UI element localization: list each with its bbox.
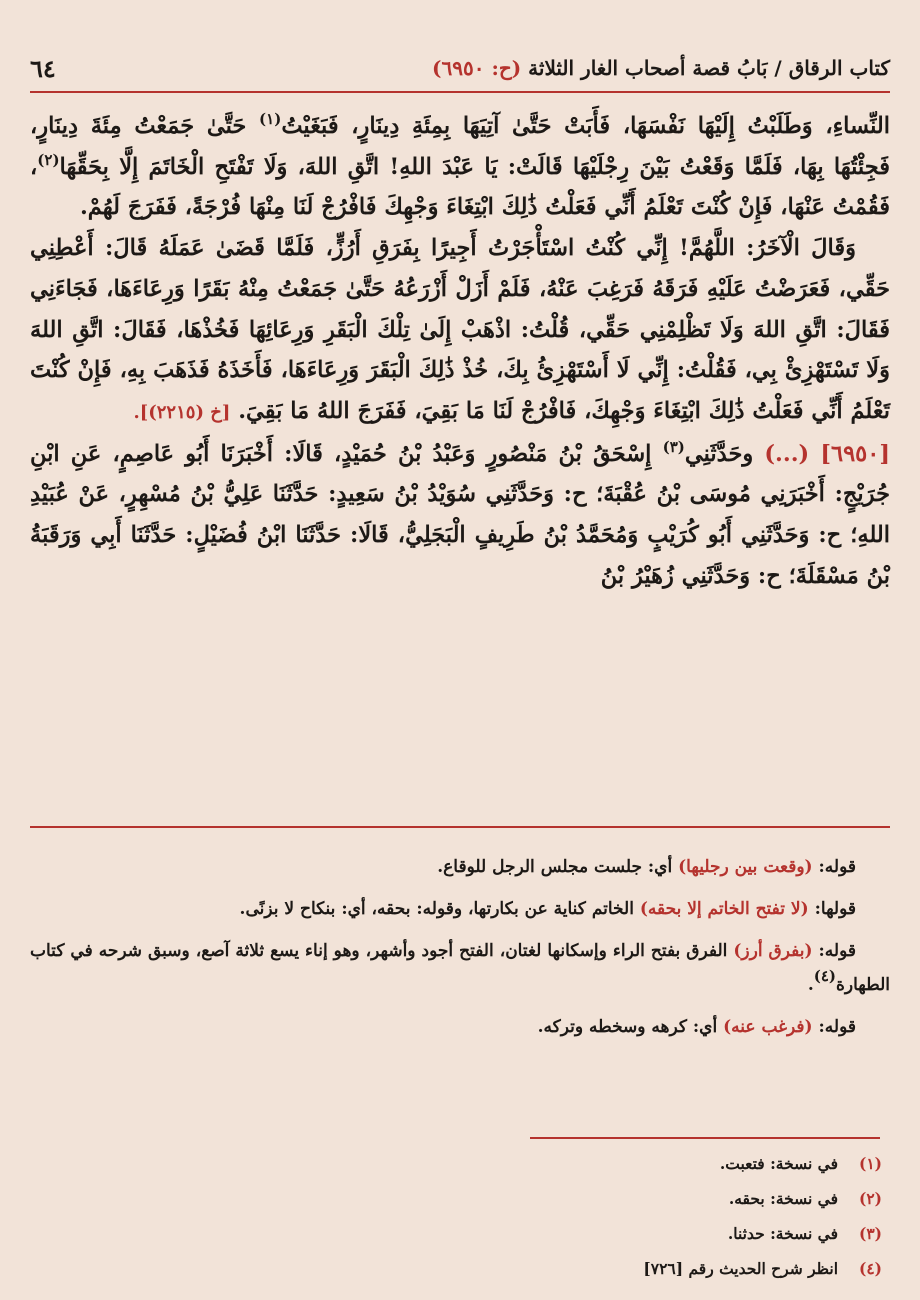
text-run: حَتَّىٰ جَمَعْتُ مِئَةَ دِينَارٍ، فَجِئْتُهَا بِهَا، فَلَمَّا وَقَعْتُ بَيْنَ رِجْلَيْهَا قَالَتْ: يَا عَبْدَ اللهِ! اتَّقِ اللهَ، وَلَا تَفْتَحِ الْخَاتَمَ إِلَّا بِحَقِّهَا	[30, 113, 890, 180]
footnote-text: في نسخة: بحقه.	[728, 1189, 838, 1208]
page-header	[30, 48, 890, 88]
note-text: الخاتم كناية عن بكارتها، وقوله: بحقه، أي: بنكاح لا بزنًى.	[239, 899, 634, 919]
note-lead: قوله:	[818, 857, 856, 877]
note-term: (فرغب عنه)	[723, 1017, 813, 1037]
note-text: أي: جلست مجلس الرجل للوقاع.	[437, 857, 673, 877]
footnotes	[30, 1146, 882, 1286]
footnote-marker: (٢)	[37, 150, 60, 169]
footnote-number: (٣)	[858, 1224, 882, 1243]
footnote-number: (٢)	[858, 1189, 882, 1208]
hadith-text	[30, 106, 890, 596]
footnote-marker: (٤)	[813, 967, 837, 985]
note-lead: قوله:	[818, 941, 856, 961]
note-text: .	[807, 975, 814, 995]
footnote-text: في نسخة: حدثنا.	[727, 1224, 838, 1243]
commentary-divider	[30, 826, 890, 828]
footnote-text: في نسخة: فتعبت.	[719, 1154, 838, 1173]
footnote-divider	[530, 1137, 880, 1139]
commentary	[30, 850, 890, 1052]
note-lead: قوله:	[818, 1017, 856, 1037]
running-title	[432, 56, 890, 80]
commentary-note	[30, 934, 890, 1002]
text-run: ، فَقُمْتُ عَنْهَا، فَإِنْ كُنْتَ تَعْلَمُ أَنِّي فَعَلْتُ ذَٰلِكَ ابْتِغَاءَ وَجْهِكَ فَافْرُجْ لَنَا مِنْهَا فُرْجَةً، فَفَرَجَ لَهُمْ.	[30, 153, 890, 221]
paragraph-second	[30, 228, 890, 434]
text-run: النِّساءِ، وَطَلَبْتُ إِلَيْهَا نَفْسَهَا، فَأَبَتْ حَتَّىٰ آتِيَهَا بِمِئَةِ دِينَارٍ، فَبَغَيْتُ	[281, 113, 890, 139]
header-divider	[30, 91, 890, 93]
paragraph-first	[30, 106, 890, 228]
text-run: وحَدَّثَنِي	[684, 440, 754, 467]
hadith-reference: (ح: ٦٩٥٠)	[432, 56, 522, 80]
footnote	[30, 1216, 882, 1251]
commentary-note	[30, 850, 890, 884]
footnote-number: (٤)	[858, 1259, 882, 1278]
text-run: إِسْحَقُ بْنُ مَنْصُورٍ وَعَبْدُ بْنُ حُمَيْدٍ، قَالَا: أَخْبَرَنَا أَبُو عَاصِمٍ، عَنِ ابْنِ جُرَيْجٍ: أَخْبَرَنِي مُوسَى بْنُ عُقْبَةَ؛ ح: وَحَدَّثَنِي سُوَيْدُ بْنُ سَعِيدٍ: حَدَّثَنَا عَلِيُّ بْنُ مُسْهِرٍ، عَنْ عُبَيْدِ اللهِ؛ ح: وَحَدَّثَنِي أَبُو كُرَيْبٍ وَمُحَمَّدُ بْنُ طَرِيفٍ الْبَجَلِيُّ، قَالَا: حَدَّثَنَا ابْنُ فُضَيْلٍ: حَدَّثَنَا أَبِي وَرَقَبَةُ بْنُ مَسْقَلَةَ؛ ح: وَحَدَّثَنِي زُهَيْرُ بْنُ	[30, 440, 890, 589]
note-term: (لا تفتح الخاتم إلا بحقه)	[639, 899, 809, 919]
note-term: (بفرق أرز)	[733, 941, 813, 961]
footnote-text: انظر شرح الحديث رقم [٧٢٦]	[643, 1259, 838, 1278]
text-run: وَقَالَ الْآخَرُ: اللَّهُمَّ! إِنِّي كُنْتُ اسْتَأْجَرْتُ أَجِيرًا بِفَرَقِ أَرُزٍّ، فَلَمَّا قَضَىٰ عَمَلَهُ قَالَ: أَعْطِنِي حَقِّي، فَعَرَضْتُ عَلَيْهِ فَرَقَهُ فَرَغِبَ عَنْهُ، فَلَمْ أَزَلْ أَزْرَعُهُ حَتَّىٰ جَمَعْتُ مِنْهُ بَقَرًا وَرِعَاءَهَا، فَجَاءَنِي فَقَالَ: اتَّقِ اللهَ وَلَا تَظْلِمْنِي حَقِّي، قُلْتُ: اذْهَبْ إِلَىٰ تِلْكَ الْبَقَرِ وَرِعَائِهَا فَخُذْهَا، فَقَالَ: اتَّقِ اللهَ وَلَا تَسْتَهْزِئْ بِي، فَقُلْتُ: إِنِّي لَا أَسْتَهْزِئُ بِكَ، خُذْ ذَٰلِكَ الْبَقَرَ وَرِعَاءَهَا، فَأَخَذَهُ فَذَهَبَ بِهِ، فَإِنْ كُنْتَ تَعْلَمُ أَنِّي فَعَلْتُ ذَٰلِكَ ابْتِغَاءَ وَجْهِكَ، فَافْرُجْ لَنَا مَا بَقِيَ، فَفَرَجَ اللهُ مَا بَقِيَ.	[30, 235, 890, 424]
note-lead: قولها:	[814, 899, 856, 919]
commentary-note	[30, 892, 890, 926]
note-text: أي: كرهه وسخطه وتركه.	[537, 1017, 718, 1037]
footnote-number: (١)	[858, 1154, 882, 1173]
footnote	[30, 1146, 882, 1181]
hadith-number: [٦٩٥٠] (...)	[764, 440, 890, 467]
note-term: (وقعت بين رجليها)	[678, 857, 813, 877]
footnote-marker: (٣)	[662, 437, 685, 456]
footnote-marker: (١)	[259, 110, 282, 128]
chapter-title: كتاب الرقاق / بَابُ قصة أصحاب الغار الثلاثة	[528, 56, 890, 80]
note-text: الفرق بفتح الراء وإسكانها لغتان، الفتح أجود وأشهر، وهو إناء يسع ثلاثة آصع، وسبق شرحه في كتاب الطهارة	[30, 941, 890, 995]
footnote	[30, 1181, 882, 1216]
page-number: ٦٤	[30, 53, 56, 83]
commentary-note	[30, 1010, 890, 1044]
takhrij-reference: [خ (٢٢١٥)].	[133, 401, 231, 423]
footnote	[30, 1251, 882, 1286]
paragraph-isnad	[30, 434, 890, 597]
